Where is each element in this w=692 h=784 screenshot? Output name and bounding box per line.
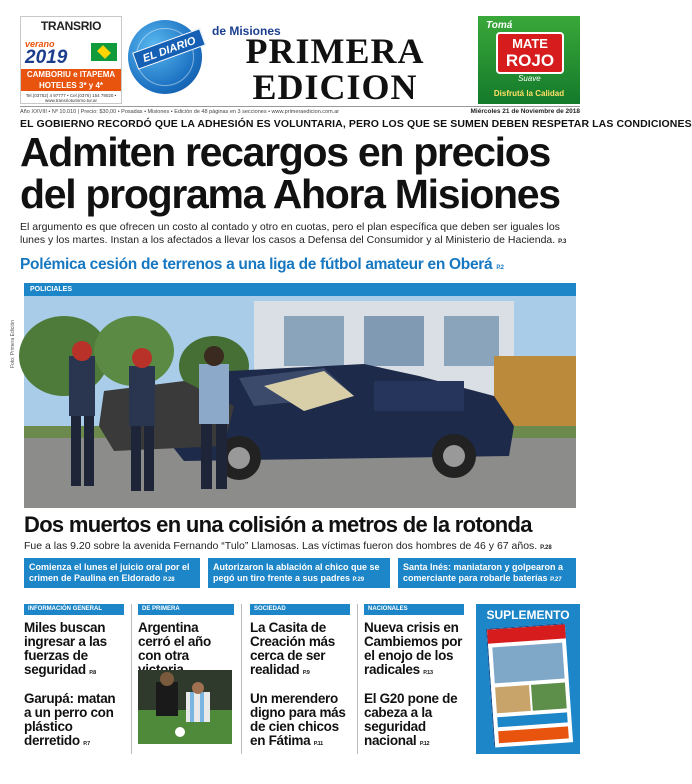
teaser-box[interactable] — [208, 558, 390, 588]
transrio-ad[interactable] — [20, 16, 122, 104]
supplement-box[interactable] — [476, 604, 580, 754]
column-story-title: El G20 pone de cabeza a la seguridad nacional — [364, 691, 458, 748]
crash-photo[interactable] — [24, 296, 576, 508]
de-misiones-label: de Misiones — [212, 24, 281, 38]
teaser-box[interactable] — [24, 558, 200, 588]
masthead-title-line1[interactable]: PRIMERA — [245, 31, 425, 71]
page-ref: P.28 — [163, 577, 175, 583]
teaser-text: Santa Inés: maniataron y golpearon a comerciante para robarle baterías — [403, 562, 564, 583]
edition-info-bar — [20, 106, 580, 117]
ad-brand: TRANSRIO — [40, 19, 102, 33]
column-sociedad — [250, 604, 350, 751]
masthead-title-line2[interactable]: EDICION — [252, 67, 418, 107]
teaser-box[interactable] — [398, 558, 576, 588]
column-story[interactable] — [364, 621, 464, 680]
photo-credit: Foto: Primera Edición — [10, 319, 16, 368]
mate-rojo-logo — [496, 32, 564, 74]
second-headline[interactable] — [20, 256, 580, 274]
edition-date: Miércoles 21 de Noviembre de 2018 — [470, 108, 580, 115]
lead-headline-line1: Admiten recargos en precios — [20, 129, 550, 175]
football-photo[interactable] — [138, 670, 232, 744]
page-ref: P.8 — [89, 670, 96, 676]
column-story-title: La Casita de Creación más cerca de ser realidad — [250, 620, 335, 677]
column-story[interactable] — [24, 692, 124, 751]
supplement-cover[interactable] — [486, 623, 572, 746]
lead-headline[interactable] — [20, 131, 580, 215]
page-ref: P.3 — [558, 239, 567, 245]
column-story-title: Argentina cerró el año con otra — [138, 620, 211, 663]
brazil-flag-icon — [91, 43, 117, 61]
page-ref: P.13 — [423, 670, 433, 676]
ad-destinations: CAMBORIU e ITAPEMA HOTELES 3* y 4* — [21, 69, 121, 91]
lead-body — [20, 221, 582, 249]
column-story[interactable] — [364, 692, 464, 751]
column-label: INFORMACIÓN GENERAL — [24, 604, 124, 615]
column-informacion-general — [24, 604, 124, 751]
column-story-title: Miles buscan ingresar a las fuerzas de seguridad — [24, 620, 107, 677]
section-label-policiales: POLICIALES — [24, 283, 576, 296]
ad-phones: Tel.(03752) 4 97777 • Cel.(0376) 154 79020 • www.transrioturismo.tur.ar — [25, 93, 117, 103]
page-ref: P.2 — [496, 265, 504, 271]
ad-suave: Suave — [518, 74, 541, 83]
masthead — [0, 0, 600, 115]
column-story[interactable] — [24, 621, 124, 680]
teaser-text: Comienza el lunes el juicio oral por el crimen de Paulina en Eldorado — [29, 562, 190, 583]
column-story-title: Un merendero digno para más de cien chicos en Fátima — [250, 691, 346, 748]
column-de-primera — [138, 604, 234, 680]
photo-caption-text: Fue a las 9.20 sobre la avenida Fernando “Tulo” Llamosas. Las víctimas fueron dos hombres de 46 y 67 años. — [24, 540, 538, 552]
column-divider — [357, 604, 358, 754]
column-divider — [241, 604, 242, 754]
page-ref: P.27 — [550, 577, 562, 583]
column-story-title: Garupá: matan a un perro con plástico derretido — [24, 691, 116, 748]
column-nacionales — [364, 604, 464, 751]
teaser-text: Autorizaron la ablación al chico que se pegó un tiro frente a sus padres — [213, 562, 380, 583]
photo-story-headline[interactable]: Dos muertos en una colisión a metros de la rotonda — [24, 512, 532, 537]
page-ref: P.11 — [313, 741, 323, 747]
column-label: SOCIEDAD — [250, 604, 350, 615]
page-ref: P.29 — [352, 577, 365, 583]
teaser-row — [24, 558, 576, 588]
edition-info: Año XXVIII • Nº 10.010 | Precio: $30,00 • Posadas • Misiones • Edición de 48 páginas en 3 secciones • www.primeraedicion.com.ar — [20, 109, 340, 115]
page-ref: P.7 — [83, 741, 90, 747]
ad-toma: Tomá — [486, 20, 513, 31]
mate-rojo-ad[interactable] — [478, 16, 580, 104]
column-label: DE PRIMERA — [138, 604, 234, 615]
column-story[interactable] — [250, 692, 350, 751]
page-ref: P.12 — [419, 741, 430, 747]
lead-kicker: EL GOBIERNO RECORDÓ QUE LA ADHESIÓN ES VOLUNTARIA, PERO LOS QUE SE SUMEN DEBEN RESPETAR LAS CONDICIONES — [20, 118, 692, 130]
column-divider — [131, 604, 132, 754]
column-story[interactable] — [250, 621, 350, 680]
photo-story-caption — [24, 540, 584, 552]
mate-label: MATE — [512, 36, 548, 51]
lead-body-text: El argumento es que ofrecen un costo al contado y otro en cuotas, pero el plan específica que deben ser iguales los lunes y los martes. Instan a los afectados a llevar los casos a Defensa del Consumidor y al Ministerio de Hacienda. — [20, 221, 560, 246]
globe-tag: EL DIARIO — [132, 28, 206, 70]
rojo-label: ROJO — [505, 51, 555, 70]
lead-headline-line2: del programa Ahora Misiones — [20, 171, 560, 217]
supplement-label: SUPLEMENTO — [486, 608, 570, 622]
page-ref: P.9 — [302, 670, 310, 676]
ad-year: 2019 — [25, 47, 68, 68]
second-headline-text: Polémica cesión de terrenos a una liga de fútbol amateur en Oberá — [20, 256, 493, 273]
page-ref: P.28 — [540, 545, 552, 551]
ad-tagline: Disfrutá la Calidad — [493, 89, 565, 98]
ad-season: verano — [25, 39, 55, 49]
column-story-title: Nueva crisis en Cambiemos por el enojo de los radicales — [364, 620, 463, 677]
column-label: NACIONALES — [364, 604, 464, 615]
